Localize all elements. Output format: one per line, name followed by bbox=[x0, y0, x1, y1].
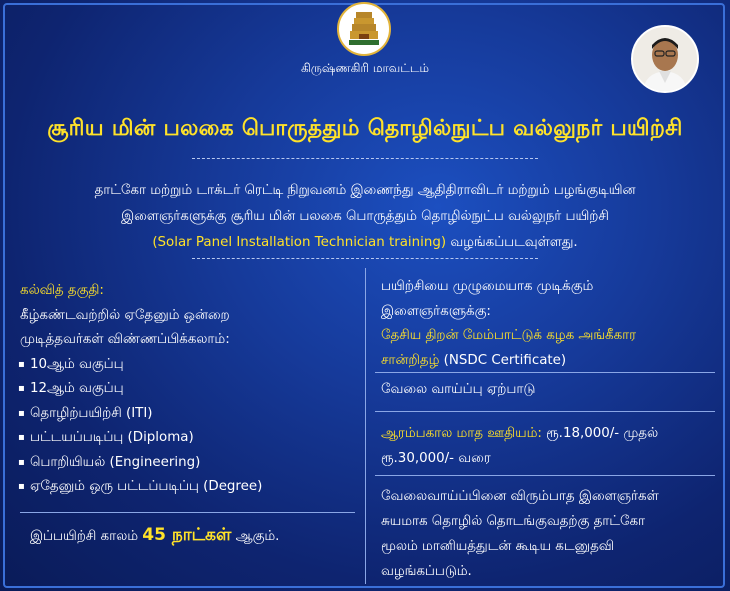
right-separator-1 bbox=[375, 372, 715, 373]
list-item: ▪ 10ஆம் வகுப்பு bbox=[20, 353, 355, 378]
list-item: ▪ 12ஆம் வகுப்பு bbox=[20, 377, 355, 402]
column-divider bbox=[365, 268, 366, 584]
eligibility-section bbox=[20, 279, 355, 500]
divider-middle bbox=[192, 258, 538, 259]
tamil-nadu-emblem-icon bbox=[337, 2, 391, 56]
intro-line-3: (Solar Panel Installation Technician training) வழங்கப்படவுள்ளது. bbox=[152, 235, 578, 250]
salary-benefit: ஆரம்பகால மாத ஊதியம்: ரூ.18,000/- முதல் ரூ.30,000/- வரை bbox=[381, 426, 659, 466]
portrait-photo bbox=[631, 25, 699, 93]
self-employment-benefit: வேலைவாய்ப்பினை விரும்பாத இளைஞர்கள் சுயமாக தொழில் தொடங்குவதற்கு தாட்கோ மூலம் மானியத்துடன் கூடிய கடனுதவி வழங்கப்படும். bbox=[381, 489, 659, 579]
placement-benefit: வேலை வாய்ப்பு ஏற்பாடு bbox=[381, 382, 536, 397]
right-separator-2 bbox=[375, 411, 715, 412]
training-duration: இப்பயிற்சி காலம் 45 நாட்கள் ஆகும். bbox=[30, 525, 280, 545]
intro-line-1: தாட்கோ மற்றும் டாக்டர் ரெட்டி நிறுவனம் இணைந்து ஆதிதிராவிடர் மற்றும் பழங்குடியின bbox=[94, 183, 636, 198]
page-title: சூரிய மின் பலகை பொருத்தும் தொழில்நுட்ப வல்லுநர் பயிற்சி bbox=[47, 116, 683, 141]
eligibility-line-1: கீழ்கண்டவற்றில் ஏதேனும் ஒன்றை bbox=[20, 307, 230, 323]
eligibility-line-2: முடித்தவர்கள் விண்ணப்பிக்கலாம்: bbox=[20, 332, 230, 347]
training-name-english: (Solar Panel Installation Technician training) bbox=[152, 235, 447, 250]
intro-line-2: இளைஞர்களுக்கு சூரிய மின் பலகை பொருத்தும் தொழில்நுட்ப வல்லுநர் பயிற்சி bbox=[121, 209, 609, 224]
right-separator-3 bbox=[375, 475, 715, 476]
left-separator bbox=[20, 512, 355, 513]
certificate-benefit: பயிற்சியை முழுமையாக முடிக்கும் இளைஞர்களுக்கு: தேசிய திறன் மேம்பாட்டுக் கழக அங்கீகார சான்றிதழ் (NSDC Certificate) bbox=[381, 279, 637, 368]
list-item: ▪ தொழிற்பயிற்சி (ITI) bbox=[20, 402, 355, 427]
duration-value: 45 நாட்கள் bbox=[142, 525, 232, 545]
salary-label: ஆரம்பகால மாத ஊதியம்: bbox=[381, 426, 542, 441]
district-name: கிருஷ்ணகிரி மாவட்டம் bbox=[300, 61, 430, 75]
intro-text bbox=[30, 178, 700, 256]
divider-top bbox=[192, 158, 538, 159]
eligibility-heading: கல்வித் தகுதி: bbox=[20, 283, 104, 298]
qualification-list bbox=[20, 353, 355, 500]
list-item: ▪ ஏதேனும் ஒரு பட்டப்படிப்பு (Degree) bbox=[20, 475, 355, 500]
list-item: ▪ பட்டயப்படிப்பு (Diploma) bbox=[20, 426, 355, 451]
list-item: ▪ பொறியியல் (Engineering) bbox=[20, 451, 355, 476]
